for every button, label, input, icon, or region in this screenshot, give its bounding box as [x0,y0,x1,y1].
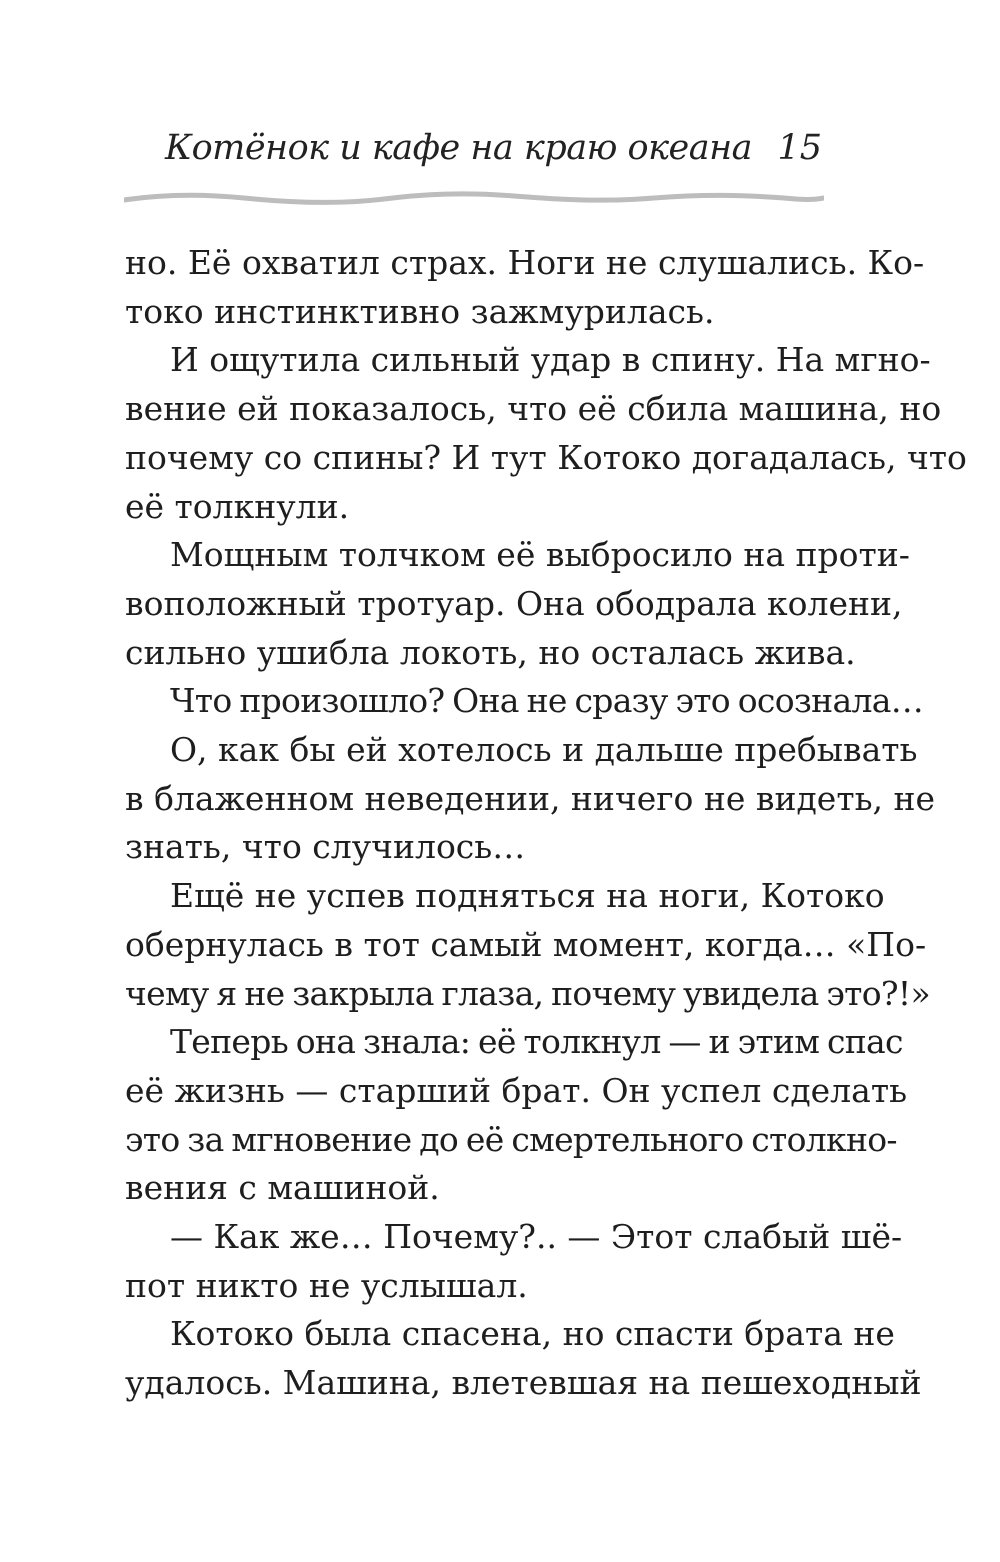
wave-stroke [124,194,824,202]
text-line: это за мгновение до её смертельного столкно- [125,1119,897,1159]
text-line: Мощным толчком её выбросило на проти- [170,535,910,575]
text-line: вение ей показалось, что её сбила машина, но [125,389,942,429]
text-line: в блаженном неведении, ничего не видеть, не [125,778,936,818]
text-line: вения с машиной. [125,1168,440,1208]
paragraph [125,336,967,531]
paragraph [125,531,910,677]
paragraph [125,1310,922,1407]
paragraph [125,677,923,726]
text-line: её жизнь — старший брат. Он успел сделать [125,1070,908,1110]
text-line: Теперь она знала: её толкнул — и этим спас [170,1022,903,1062]
text-line: её толкнули. [125,486,350,526]
text-line: но. Её охватил страх. Ноги не слушались. Ко- [125,243,925,282]
text-line: Что произошло? Она не сразу это осознала… [170,681,923,721]
text-line: воположный тротуар. Она ободрала колени, [125,583,903,623]
text-line: Ещё не успев подняться на ноги, Котоко [170,876,885,916]
body-text [125,239,967,1408]
text-line: Котоко была спасена, но спасти брата не [170,1314,895,1354]
text-line: О, как бы ей хотелось и дальше пребывать [170,730,918,770]
paragraph [125,1213,903,1310]
running-header [164,128,822,184]
page-number: 15 [777,128,822,168]
paragraph [125,726,936,872]
decorative-wave-divider [124,186,824,212]
text-line: знать, что случилось… [125,827,526,867]
book-title: Котёнок и кафе на краю океана [164,128,752,168]
text-line: обернулась в тот самый момент, когда… «По- [125,924,927,964]
paragraph [125,239,925,336]
paragraph [125,1018,908,1213]
text-line: — Как же… Почему?.. — Этот слабый шё- [170,1217,903,1257]
text-line: пот никто не услышал. [125,1265,528,1305]
paragraph [125,872,930,1018]
text-line: И ощутила сильный удар в спину. На мгно- [170,340,931,380]
text-line: чему я не закрыла глаза, почему увидела это?!» [125,973,930,1013]
text-line: токо инстинктивно зажмурилась. [125,291,715,331]
text-line: почему со спины? И тут Котоко догадалась, что [125,437,967,477]
text-line: сильно ушибла локоть, но осталась жива. [125,632,856,672]
text-line: удалось. Машина, влетевшая на пешеходный [125,1363,922,1403]
